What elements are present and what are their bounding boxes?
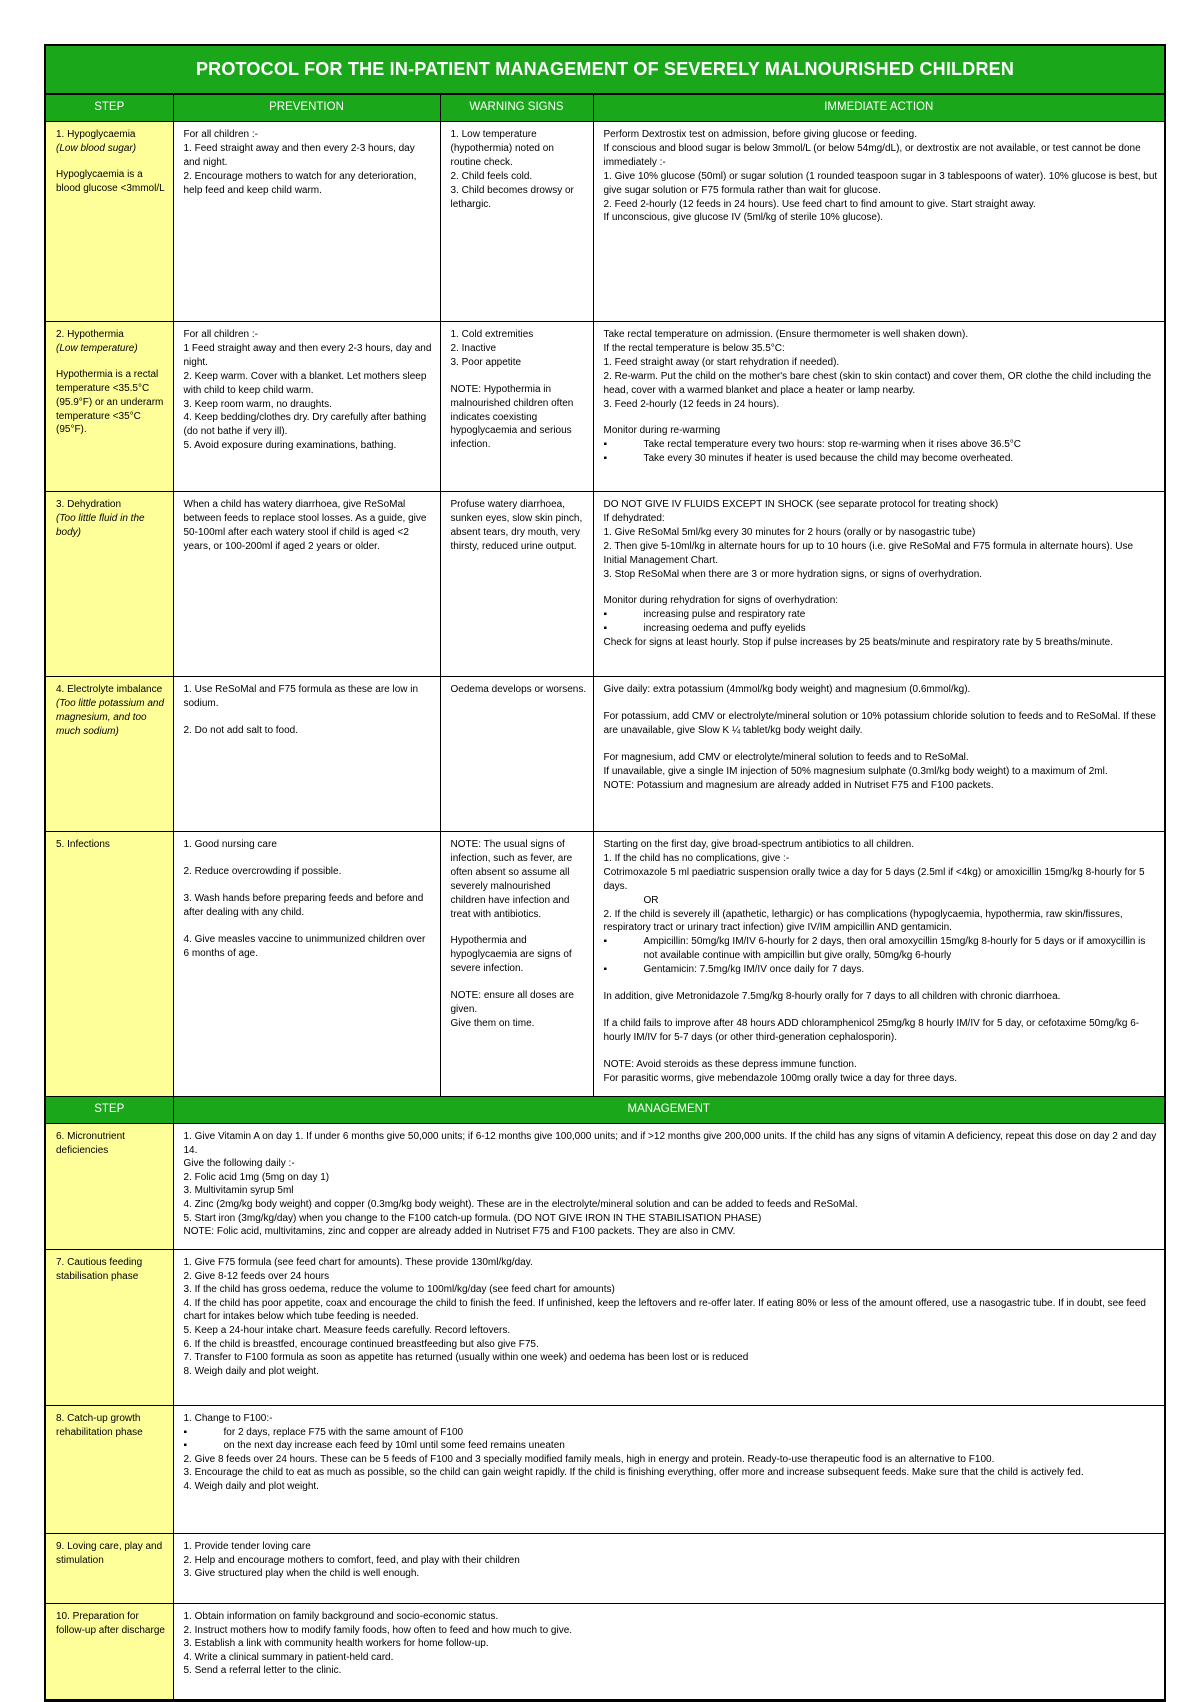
step-name: 10. Preparation for follow-up after discharge bbox=[56, 1611, 165, 1636]
bullet-item: ▪ for 2 days, replace F75 with the same amount of F100 bbox=[184, 1426, 1159, 1440]
step-definition: Hypothermia is a rectal temperature <35.5°C (95.9°F) or an underarm temperature <35°C (95°F). bbox=[56, 368, 164, 436]
text-line: NOTE: Folic acid, multivitamins, zinc and copper are already added in Nutriset F75 and F100 packets. They are also in CMV. bbox=[183, 1226, 736, 1238]
text-line: 1. Give 10% glucose (50ml) or sugar solution (1 rounded teaspoon sugar in 3 tablespoons of water). 10% glucose is best, but give sugar solution or F75 formula rather than wait for glucose. bbox=[603, 170, 1158, 196]
text-line: 4. Write a clinical summary in patient-held card. bbox=[183, 1651, 394, 1663]
text-line: Give them on time. bbox=[450, 1017, 535, 1029]
text-line: 3. Stop ReSoMal when there are 3 or more hydration signs, or signs of overhydration. bbox=[603, 568, 983, 580]
table-row bbox=[46, 492, 1164, 677]
text-line: Monitor during re-warming bbox=[603, 425, 721, 437]
text-line: 1 Feed straight away and then every 2-3 hours, day and night. bbox=[183, 342, 432, 368]
step-name: 5. Infections bbox=[56, 839, 110, 850]
text-line: 1. Obtain information on family background and socio-economic status. bbox=[183, 1611, 499, 1622]
step-cell bbox=[46, 1250, 173, 1406]
text-line: 3. Poor appetite bbox=[450, 356, 522, 368]
text-line: 3. Feed 2-hourly (12 feeds in 24 hours). bbox=[603, 398, 780, 410]
text-line: 4. Give measles vaccine to unimmunized children over 6 months of age. bbox=[183, 933, 426, 959]
text-line: 5. Keep a 24-hour intake chart. Measure feeds carefully. Record leftovers. bbox=[183, 1324, 511, 1336]
text-line: 2. Encourage mothers to watch for any deterioration, help feed and keep child warm. bbox=[183, 170, 417, 196]
text-line: For parasitic worms, give mebendazole 100mg orally twice a day for three days. bbox=[603, 1072, 957, 1084]
warning-cell bbox=[440, 122, 593, 322]
action-cell bbox=[593, 832, 1164, 1097]
step-subtitle: (Low temperature) bbox=[56, 342, 138, 354]
header-row bbox=[46, 95, 1164, 122]
text-line: Hypothermia and hypoglycaemia are signs of severe infection. bbox=[450, 935, 572, 975]
step-name: 6. Micronutrient deficiencies bbox=[56, 1131, 125, 1156]
prevention-cell bbox=[173, 492, 440, 677]
text-line: Give the following daily :- bbox=[183, 1158, 295, 1170]
text-line: NOTE: ensure all doses are given. bbox=[450, 990, 574, 1016]
text-line: If conscious and blood sugar is below 3mmol/L (or below 54mg/dL), or dextrostix are not available, or test cannot be done immediately :- bbox=[603, 142, 1141, 168]
table-row bbox=[46, 1604, 1164, 1700]
text-line: Take rectal temperature on admission. (Ensure thermometer is well shaken down). bbox=[603, 329, 969, 340]
table-row bbox=[46, 1250, 1164, 1406]
text-line: For all children :- bbox=[183, 129, 258, 140]
management-cell bbox=[173, 1124, 1164, 1250]
step-name: 8. Catch-up growth rehabilitation phase bbox=[56, 1413, 143, 1438]
text-line: 5. Avoid exposure during examinations, bathing. bbox=[183, 440, 397, 452]
step-cell bbox=[46, 677, 173, 832]
text-line: If a child fails to improve after 48 hours ADD chloramphenicol 25mg/kg 8 hourly IM/IV for 5 day, or cefotaxime 50mg/kg 6-hourly IM/IV for 5-7 days (or other third-generation cephalosporin). bbox=[603, 1017, 1140, 1043]
text-line: If dehydrated: bbox=[603, 512, 665, 524]
text-line: Profuse watery diarrhoea, sunken eyes, slow skin pinch, absent tears, dry mouth, very thirsty, reduced urine output. bbox=[450, 499, 583, 552]
action-cell bbox=[593, 122, 1164, 322]
text-line: OR bbox=[643, 894, 659, 906]
action-cell bbox=[593, 677, 1164, 832]
text-line: Cotrimoxazole 5 ml paediatric suspension orally twice a day for 5 days (2.5ml if <4kg) or amoxicillin 15mg/kg 8-hourly for 5 days. bbox=[603, 866, 1145, 892]
prevention-cell bbox=[173, 832, 440, 1097]
text-line: In addition, give Metronidazole 7.5mg/kg 8-hourly orally for 7 days to all children with chronic diarrhoea. bbox=[603, 991, 1061, 1003]
text-line: 2. Feed 2-hourly (12 feeds in 24 hours). Use feed chart to find amount to give. Start straight away. bbox=[603, 198, 1036, 210]
bullet-item: ▪ Take rectal temperature every two hours: stop re-warming when it rises above 36.5°C bbox=[604, 438, 1159, 452]
header-step: STEP bbox=[46, 1097, 173, 1124]
text-line: 3. Wash hands before preparing feeds and before and after dealing with any child. bbox=[183, 892, 424, 918]
action-cell bbox=[593, 492, 1164, 677]
table-row bbox=[46, 322, 1164, 492]
table-row bbox=[46, 677, 1164, 832]
step-name: 7. Cautious feeding stabilisation phase bbox=[56, 1257, 143, 1282]
warning-cell bbox=[440, 832, 593, 1097]
step-cell bbox=[46, 1124, 173, 1250]
text-line: 1. Feed straight away and then every 2-3 hours, day and night. bbox=[183, 142, 415, 168]
text-line: 5. Start iron (3mg/kg/day) when you change to the F100 catch-up formula. (DO NOT GIVE IRON IN THE STABILISATION PHASE) bbox=[183, 1212, 762, 1224]
text-line: 3. Give structured play when the child is well enough. bbox=[183, 1568, 420, 1580]
text-line: Monitor during rehydration for signs of overhydration: bbox=[603, 595, 839, 607]
header-step: STEP bbox=[46, 95, 173, 122]
text-line: 3. Child becomes drowsy or lethargic. bbox=[450, 184, 574, 210]
bullet-item: ▪ Gentamicin: 7.5mg/kg IM/IV once daily for 7 days. bbox=[604, 963, 1159, 977]
prevention-cell bbox=[173, 322, 440, 492]
step-name: 4. Electrolyte imbalance bbox=[56, 684, 163, 695]
text-line: 2. Child feels cold. bbox=[450, 170, 533, 182]
table-row bbox=[46, 832, 1164, 1097]
text-line: 1. Feed straight away (or start rehydration if needed). bbox=[603, 356, 840, 368]
text-line: 1. Cold extremities bbox=[450, 329, 534, 340]
table-row bbox=[46, 1124, 1164, 1250]
step-cell bbox=[46, 492, 173, 677]
text-line: NOTE: Potassium and magnesium are already added in Nutriset F75 and F100 packets. bbox=[603, 779, 994, 791]
action-cell bbox=[593, 322, 1164, 492]
text-line: 1. Low temperature (hypothermia) noted on routine check. bbox=[450, 129, 554, 168]
text-line: 1. Good nursing care bbox=[183, 839, 277, 850]
document-title: PROTOCOL FOR THE IN-PATIENT MANAGEMENT OF SEVERELY MALNOURISHED CHILDREN bbox=[46, 46, 1164, 95]
bullet-item: ▪ Take every 30 minutes if heater is used because the child may become overheated. bbox=[604, 452, 1159, 466]
text-line: 1. If the child has no complications, give :- bbox=[603, 852, 790, 864]
header-immediate-action: IMMEDIATE ACTION bbox=[593, 95, 1164, 122]
text-line: 3. If the child has gross oedema, reduce the volume to 100ml/kg/day (see feed chart for amounts) bbox=[183, 1284, 615, 1296]
table-row bbox=[46, 1534, 1164, 1604]
text-line: Starting on the first day, give broad-spectrum antibiotics to all children. bbox=[603, 839, 915, 850]
text-line: For magnesium, add CMV or electrolyte/mineral solution to feeds and to ReSoMal. bbox=[603, 751, 969, 763]
text-line: 1. Give F75 formula (see feed chart for amounts). These provide 130ml/kg/day. bbox=[183, 1257, 533, 1268]
text-line: 2. Give 8 feeds over 24 hours. These can be 5 feeds of F100 and 3 specially modified family meals, high in energy and protein. Ready-to-use therapeutic food is an alternative to F100. bbox=[183, 1453, 995, 1465]
text-line: 2. Then give 5-10ml/kg in alternate hours for up to 10 hours (i.e. give ReSoMal and F75 formula in alternate hours). Use Initial Management Chart. bbox=[603, 540, 1134, 566]
text-line: For all children :- bbox=[183, 329, 258, 340]
text-line: If unavailable, give a single IM injection of 50% magnesium sulphate (0.3ml/kg body weight) to a maximum of 2ml. bbox=[603, 765, 1108, 777]
text-line: When a child has watery diarrhoea, give ReSoMal between feeds to replace stool losses. As a guide, give 50-100ml after each watery stool if child is aged <2 years, or 100-200ml if aged 2 years or older. bbox=[183, 499, 427, 552]
text-line: 2. Inactive bbox=[450, 342, 497, 354]
text-line: 1. Change to F100:- bbox=[183, 1413, 273, 1424]
text-line: 1. Use ReSoMal and F75 formula as these are low in sodium. bbox=[183, 684, 419, 709]
warning-note: NOTE: Hypothermia in malnourished children often indicates coexisting hypoglycaemia and serious infection. bbox=[450, 383, 574, 451]
step-definition: Hypoglycaemia is a blood glucose <3mmol/L bbox=[56, 168, 165, 194]
step-cell bbox=[46, 1406, 173, 1534]
text-line: 2. Reduce overcrowding if possible. bbox=[183, 865, 342, 877]
warning-cell bbox=[440, 677, 593, 832]
text-line: 1. Provide tender loving care bbox=[183, 1541, 311, 1552]
text-line: 2. Keep warm. Cover with a blanket. Let mothers sleep with child to keep child warm. bbox=[183, 370, 427, 396]
table-row bbox=[46, 122, 1164, 322]
table-row bbox=[46, 1406, 1164, 1534]
step-cell bbox=[46, 122, 173, 322]
prevention-cell bbox=[173, 677, 440, 832]
text-line: 5. Send a referral letter to the clinic. bbox=[183, 1665, 342, 1677]
text-line: NOTE: Avoid steroids as these depress immune function. bbox=[603, 1058, 857, 1070]
management-cell bbox=[173, 1406, 1164, 1534]
header-prevention: PREVENTION bbox=[173, 95, 440, 122]
bullet-item: ▪ Ampicillin: 50mg/kg IM/IV 6-hourly for 2 days, then oral amoxycillin 15mg/kg 8-hourly for 5 days or if amoxycillin is not available continue with ampicillin but give orally, 50mg/kg 6-hourly bbox=[604, 935, 1159, 963]
text-line: If the rectal temperature is below 35.5°C: bbox=[603, 342, 785, 354]
step-subtitle: (Low blood sugar) bbox=[56, 142, 137, 154]
warning-cell bbox=[440, 492, 593, 677]
text-line: 4. Keep bedding/clothes dry. Dry carefully after bathing (do not bathe if very ill). bbox=[183, 412, 427, 438]
text-line: NOTE: The usual signs of infection, such as fever, are often absent so assume all severely malnourished children have infection and treat with antibiotics. bbox=[450, 839, 573, 920]
text-line: 4. If the child has poor appetite, coax and encourage the child to finish the feed. If unfinished, keep the leftovers and re-offer later. If eating 80% or less of the amount offered, use a nasogastric tube. If in doubt, see feed chart for intakes below which tube feeding is needed. bbox=[183, 1297, 1146, 1323]
text-line: 3. Establish a link with community health workers for home follow-up. bbox=[183, 1638, 489, 1650]
bullet-item: ▪ on the next day increase each feed by 10ml until some feed remains uneaten bbox=[184, 1439, 1159, 1453]
text-line: 2. Re-warm. Put the child on the mother's bare chest (skin to skin contact) and cover them, OR clothe the child including the head, cover with a warmed blanket and place a heater or lamp nearby. bbox=[603, 370, 1152, 396]
text-line: 2. Folic acid 1mg (5mg on day 1) bbox=[183, 1171, 330, 1183]
text-line: Oedema develops or worsens. bbox=[450, 684, 587, 695]
text-line: 3. Encourage the child to eat as much as possible, so the child can gain weight rapidly. If the child is finishing everything, offer more and increase subsequent feeds. Make sure that the child is actively fed. bbox=[183, 1467, 1084, 1479]
text-line: 1. Give ReSoMal 5ml/kg every 30 minutes for 2 hours (orally or by nasogastric tube) bbox=[603, 526, 976, 538]
text-line: DO NOT GIVE IV FLUIDS EXCEPT IN SHOCK (see separate protocol for treating shock) bbox=[603, 499, 999, 510]
text-line: 4. Zinc (2mg/kg body weight) and copper (0.3mg/kg body weight). These are in the electrolyte/mineral solution and can be added to feeds and ReSoMal. bbox=[183, 1198, 858, 1210]
text-line: 2. Instruct mothers how to modify family foods, how often to feed and how much to give. bbox=[183, 1624, 573, 1636]
text-line: Check for signs at least hourly. Stop if pulse increases by 25 beats/minute and respiratory rate by 5 breaths/minute. bbox=[603, 637, 1114, 649]
step-cell bbox=[46, 1604, 173, 1700]
bullet-item: ▪ increasing oedema and puffy eyelids bbox=[604, 622, 1159, 636]
management-cell bbox=[173, 1250, 1164, 1406]
protocol-table bbox=[46, 95, 1164, 1700]
bullet-item: ▪ increasing pulse and respiratory rate bbox=[604, 608, 1159, 622]
text-line: 3. Multivitamin syrup 5ml bbox=[183, 1185, 294, 1197]
protocol-document bbox=[44, 44, 1166, 1702]
step-subtitle: (Too little fluid in the body) bbox=[56, 512, 145, 538]
text-line: Perform Dextrostix test on admission, before giving glucose or feeding. bbox=[603, 129, 917, 140]
management-cell bbox=[173, 1604, 1164, 1700]
management-cell bbox=[173, 1534, 1164, 1604]
text-line: 2. Help and encourage mothers to comfort, feed, and play with their children bbox=[183, 1554, 520, 1566]
text-line: 7. Transfer to F100 formula as soon as appetite has returned (usually within one week) and oedema has been lost or is reduced bbox=[183, 1352, 749, 1364]
prevention-cell bbox=[173, 122, 440, 322]
step-name: 9. Loving care, play and stimulation bbox=[56, 1541, 163, 1566]
text-line: 1. Give Vitamin A on day 1. If under 6 months give 50,000 units; if 6-12 months give 100,000 units; and if >12 months give 200,000 units. If the child has any signs of vitamin A deficiency, repeat this dose on day 2 and day 14. bbox=[183, 1131, 1157, 1156]
header-management: MANAGEMENT bbox=[173, 1097, 1164, 1124]
step-name: 3. Dehydration bbox=[56, 499, 122, 510]
step-subtitle: (Too little potassium and magnesium, and too much sodium) bbox=[56, 697, 165, 737]
text-line: 8. Weigh daily and plot weight. bbox=[183, 1365, 319, 1377]
step-cell bbox=[46, 1534, 173, 1604]
text-line: 2. Give 8-12 feeds over 24 hours bbox=[183, 1270, 330, 1282]
text-line: 4. Weigh daily and plot weight. bbox=[183, 1480, 319, 1492]
text-line: 2. Do not add salt to food. bbox=[183, 724, 299, 736]
text-line: If unconscious, give glucose IV (5ml/kg of sterile 10% glucose). bbox=[603, 212, 884, 224]
warning-cell bbox=[440, 322, 593, 492]
step-name: 2. Hypothermia bbox=[56, 329, 124, 340]
step-name: 1. Hypoglycaemia bbox=[56, 129, 136, 140]
text-line: 2. If the child is severely ill (apathetic, lethargic) or has complications (hypoglycaemia, hypothermia, raw skin/fissures, respiratory tract or urinary tract infection) give IV/IM ampicillin AND gentamicin. bbox=[603, 908, 1123, 934]
header-warning-signs: WARNING SIGNS bbox=[440, 95, 593, 122]
text-line: Give daily: extra potassium (4mmol/kg body weight) and magnesium (0.6mmol/kg). bbox=[603, 684, 971, 695]
step-cell bbox=[46, 322, 173, 492]
step-cell bbox=[46, 832, 173, 1097]
text-line: For potassium, add CMV or electrolyte/mineral solution or 10% potassium chloride solution to feeds and to ReSoMal. If these are unavailable, give Slow K ¼ tablet/kg body weight daily. bbox=[603, 710, 1156, 736]
header-row-management bbox=[46, 1097, 1164, 1124]
text-line: 6. If the child is breastfed, encourage continued breastfeeding but also give F75. bbox=[183, 1338, 539, 1350]
text-line: 3. Keep room warm, no draughts. bbox=[183, 398, 332, 410]
